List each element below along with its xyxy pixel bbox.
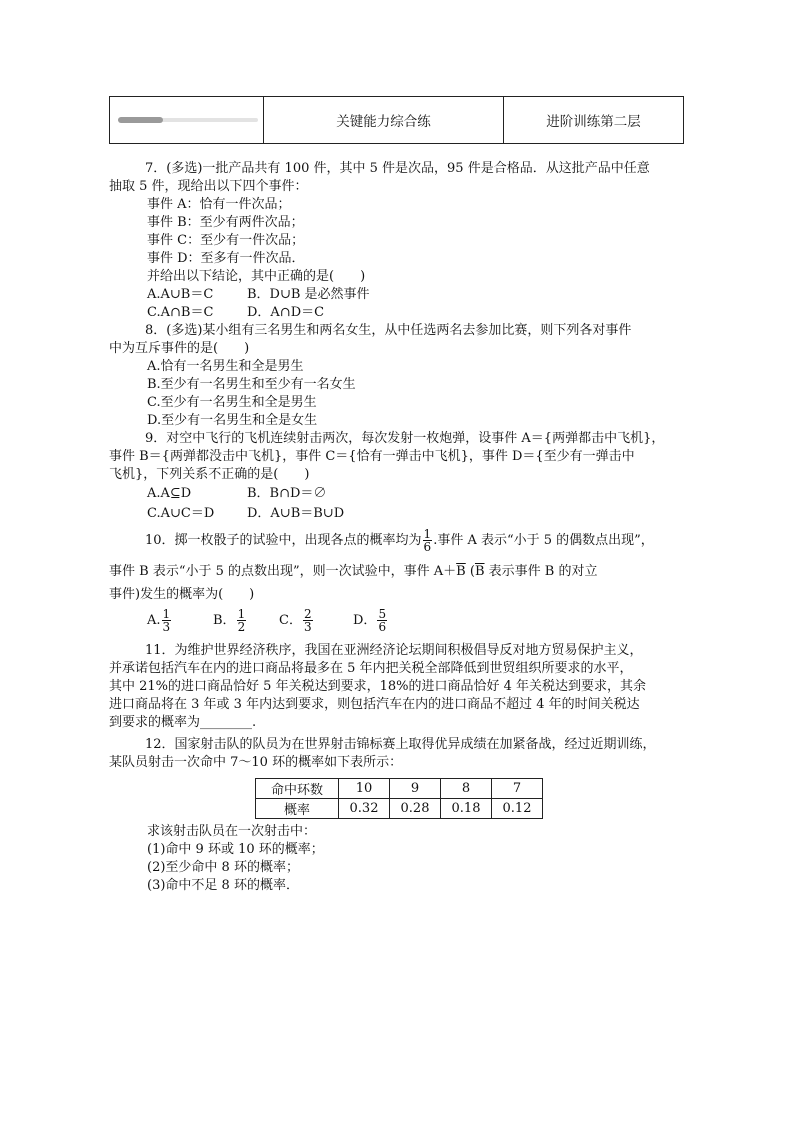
table-row: 概率 0.32 0.28 0.18 0.12 xyxy=(256,799,543,819)
section-title: 关键能力综合练 xyxy=(264,97,504,143)
option-a: A.恰有一名男生和全是男生 xyxy=(147,359,304,374)
question-content xyxy=(109,160,687,895)
progress-bar xyxy=(118,116,258,124)
question-10: 10．掷一枚骰子的试验中，出现各点的概率均为 $\frac{1}{6}$ .事件 A 表示“小于 5 的偶数点出现”， 事件 B 表示“小于 5 的点数出现”，则一次试验中，事件 $A+\overline{B}$ ($\overline{B}$ 表示事件 B 的对立 事件)发生的概率为( ) A. $\frac{1}{3}$ B． $\frac{1}{2}$ C． $\frac{2}{3}$ D． $\frac{5}{6}$ xyxy=(147,524,687,638)
question-12: 12．国家射击队的队员为在世界射击锦标赛上取得优异成绩在加紧备战，经过近期训练， 某队员射击一次命中 7～10 环的概率如下表所示： 命中环数 10 9 8 7 概率 0.32 0.28 0.18 0.12 求该射击队员在一次射击中： (1)命中 9 环或 10 环的概率； (2)至少命中 8 环的概率； (3)命中不足 8 环的概率． xyxy=(109,737,656,893)
option-d: D． $\frac{5}{6}$ xyxy=(353,607,387,634)
progress-bar-fill xyxy=(118,117,163,123)
complement-b-2: $\overline{B}$ xyxy=(474,564,485,579)
option-b: B．B∩D＝∅ xyxy=(247,486,327,501)
training-level: 进阶训练第二层 xyxy=(546,114,641,130)
option-b: B.至少有一名男生和至少有一名女生 xyxy=(147,377,356,392)
header-progress-cell xyxy=(110,97,264,143)
probability-table xyxy=(255,778,543,819)
option-c: C.A∩B＝C xyxy=(147,305,214,320)
option-c: C． $\frac{2}{3}$ xyxy=(279,607,312,634)
header-table xyxy=(109,96,684,144)
question-7: 7．(多选)一批产品共有 100 件，其中 5 件是次品，95 件是合格品．从这批产品中任意 抽取 5 件，现给出以下四个事件： 事件 A：恰有一件次品； 事件 B：至少有两件次品； 事件 C：至少有一件次品； 事件 D：至多有一件次品． 并给出以下结论，其中正确的是( ) A.A∪B＝C B．D∪B 是必然事件 C.A∩B＝C D．A∩D＝C xyxy=(109,161,650,320)
option-a: A. $\frac{1}{3}$ xyxy=(147,607,171,634)
option-c: C.至少有一名男生和全是男生 xyxy=(147,395,317,410)
option-d: D．A∩D＝C xyxy=(247,305,325,320)
fraction: $\frac{1}{6}$ xyxy=(423,527,432,554)
option-d: D．A∪B＝B∪D xyxy=(247,506,345,521)
option-b: B．D∪B 是必然事件 xyxy=(247,287,370,302)
option-b: B． $\frac{1}{2}$ xyxy=(213,607,246,634)
option-a: A.A∪B＝C xyxy=(147,287,214,302)
question-9: 9．对空中飞行的飞机连续射击两次，每次发射一枚炮弹，设事件 A＝{两弹都击中飞机}， 事件 B＝{两弹都没击中飞机}，事件 C＝{恰有一弹击中飞机}，事件 D＝{至少有一弹击中 飞机}，下列关系不正确的是( ) A.A⊆D B．B∩D＝∅ C.A∪C＝D D．A∪B＝B∪D xyxy=(147,430,687,524)
complement-b: $\overline{B}$ xyxy=(456,564,466,579)
question-11: 11．为维护世界经济秩序，我国在亚洲经济论坛期间积极倡导反对地方贸易保护主义， 并承诺包括汽车在内的进口商品将最多在 5 年内把关税全部降低到世贸组织所要求的水平， 其中 21%的进口商品恰好 5 年关税达到要求，18%的进口商品恰好 4 年关税达到要求，其余 进口商品将在 3 年或 3 年内达到要求，则包括汽车在内的进口商品不超过 4 年的时间关税达 到要求的概率为________. xyxy=(109,643,646,730)
table-row: 命中环数 10 9 8 7 xyxy=(256,779,543,799)
option-a: A.A⊆D xyxy=(147,486,192,501)
option-c: C.A∪C＝D xyxy=(147,506,215,521)
option-d: D.至少有一名男生和全是女生 xyxy=(147,413,318,428)
question-8: 8．(多选)某小组有三名男生和两名女生，从中任选两名去参加比赛，则下列各对事件 中为互斥事件的是( ) A.恰有一名男生和全是男生 B.至少有一名男生和至少有一名女生 C.至少有一名男生和全是男生 D.至少有一名男生和全是女生 xyxy=(147,322,687,430)
